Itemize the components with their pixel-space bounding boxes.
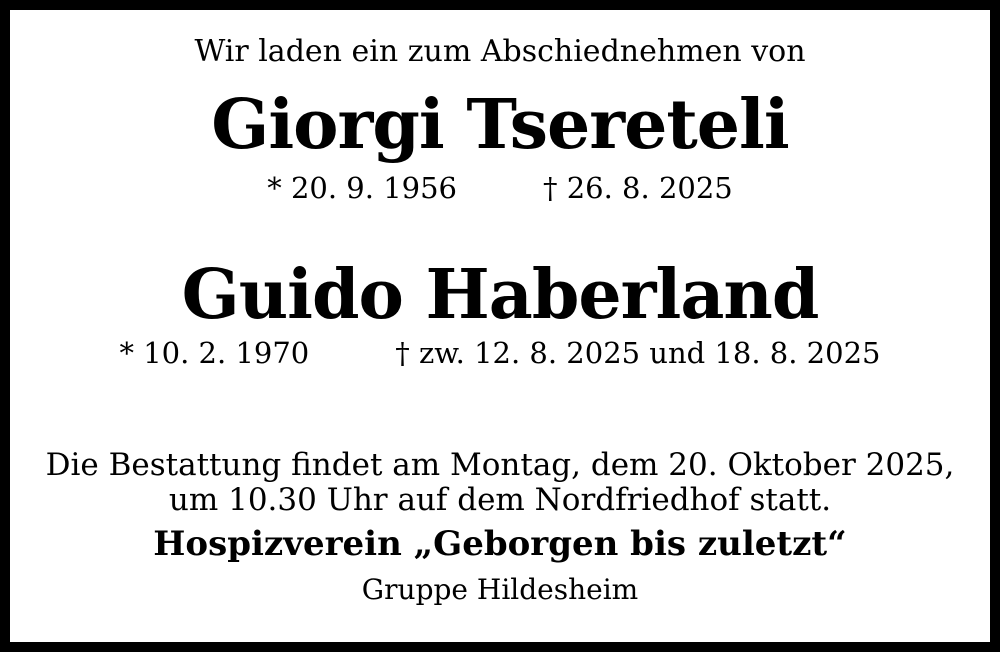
deceased-2-dates-row [10, 336, 990, 370]
intro-line: Wir laden ein zum Abschiednehmen von [194, 34, 806, 69]
deceased-2-death-date: † zw. 12. 8. 2025 und 18. 8. 2025 [395, 336, 881, 370]
funeral-details-line-2: um 10.30 Uhr auf dem Nordfriedhof statt. [168, 482, 832, 518]
organization-line: Hospizverein „Geborgen bis zuletzt“ [153, 524, 847, 564]
deceased-name-1: Giorgi Tsereteli [211, 85, 789, 165]
deceased-1-death-date: † 26. 8. 2025 [543, 171, 733, 205]
deceased-1-birth-date: * 20. 9. 1956 [267, 171, 457, 205]
deceased-name-2: Guido Haberland [181, 255, 819, 335]
funeral-details-line-1: Die Bestattung findet am Montag, dem 20. Oktober 2025, [45, 447, 955, 483]
deceased-2-birth-date: * 10. 2. 1970 [119, 336, 310, 370]
notice-content [10, 34, 990, 652]
funeral-details [10, 448, 990, 518]
group-line: Gruppe Hildesheim [361, 573, 639, 606]
deceased-1-dates-row [10, 171, 990, 205]
